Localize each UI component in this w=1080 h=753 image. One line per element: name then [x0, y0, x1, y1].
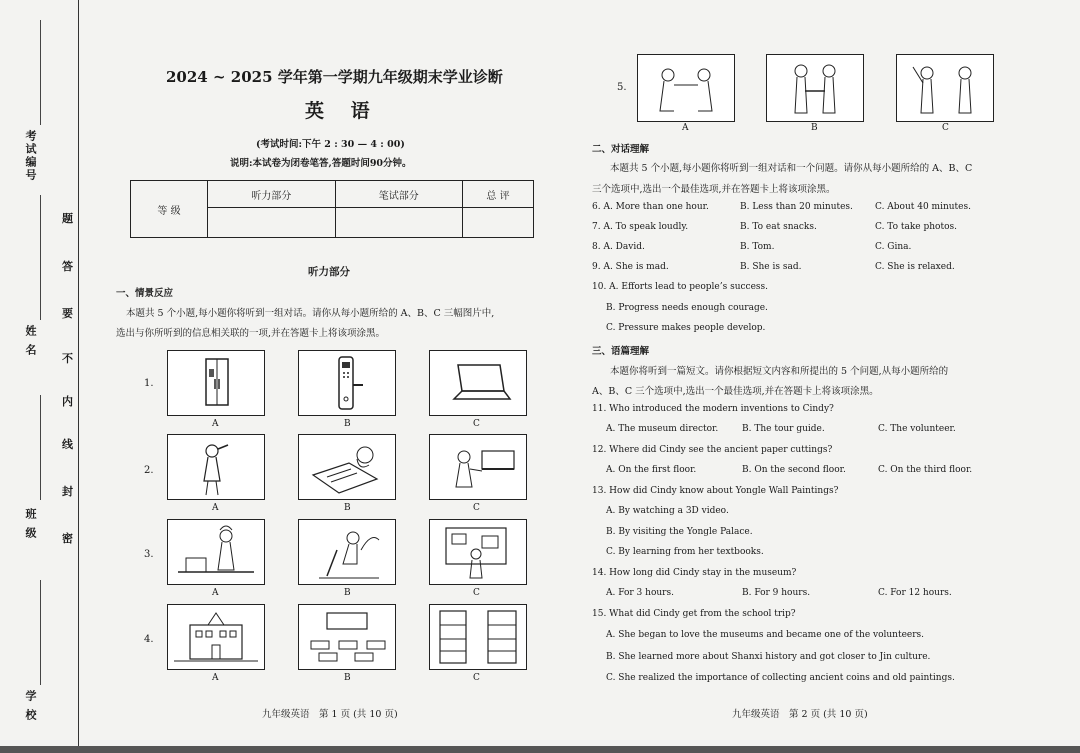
- part3-instruction-line2: A、B、C 三个选项中,选出一个最佳选项,并在答题卡上将该项涂黑。: [592, 386, 879, 397]
- q12-option-a: A. On the first floor.: [606, 465, 697, 475]
- option-label: A: [212, 588, 219, 598]
- q15-question: 15. What did Cindy get from the school trip?: [592, 609, 796, 619]
- q12-option-c: C. On the third floor.: [878, 465, 973, 475]
- q12-question: 12. Where did Cindy see the ancient paper cuttings?: [592, 445, 833, 455]
- q14-question: 14. How long did Cindy stay in the museum?: [592, 568, 797, 578]
- part1-title: 一、情景反应: [116, 288, 174, 299]
- option-label: A: [682, 123, 689, 133]
- exam-no-label: 考试编号: [24, 130, 37, 182]
- question-number: 1.: [144, 378, 154, 389]
- q9-option-b: B. She is sad.: [740, 262, 802, 272]
- q10-option-c: C. Pressure makes people develop.: [606, 323, 766, 333]
- question-number: 4.: [144, 634, 154, 645]
- q6-option-a: 6. A. More than one hour.: [592, 202, 709, 212]
- option-label: C: [473, 503, 480, 513]
- class-line: [40, 395, 41, 500]
- exam-title: 2024 ~ 2025 学年第一学期九年级期末学业诊断: [166, 68, 503, 86]
- grade-cell: 等 级: [131, 181, 208, 238]
- part1-instruction-line1: 本题共 5 个小题,每小题你将听到一组对话。请你从每小题所给的 A、B、C 三幅图片中,: [126, 308, 495, 319]
- q13-option-a: A. By watching a 3D video.: [606, 506, 729, 516]
- q11-option-a: A. The museum director.: [606, 424, 719, 434]
- exam-no-line: [40, 20, 41, 125]
- boy-sweeping-picture: [298, 519, 396, 585]
- q11-option-b: B. The tour guide.: [742, 424, 825, 434]
- q11-question: 11. Who introduced the modern inventions to Cindy?: [592, 404, 834, 414]
- girl-singing-picture: [167, 434, 265, 500]
- school-label: 学 校: [24, 690, 37, 722]
- girl-piano-picture: [429, 434, 527, 500]
- total-score: [463, 208, 534, 238]
- part3-title: 三、语篇理解: [592, 346, 650, 357]
- chef-cooking-picture: [167, 519, 265, 585]
- people-shaking-hands-picture: [766, 54, 864, 122]
- option-label: C: [473, 673, 480, 683]
- part2-instruction-line1: 本题共 5 个小题,每小题你将听到一组对话和一个问题。请你从每小题所给的 A、B、C: [610, 163, 973, 174]
- q11-option-c: C. The volunteer.: [878, 424, 956, 434]
- question-number: 3.: [144, 549, 154, 560]
- option-label: B: [344, 588, 351, 598]
- option-label: B: [344, 419, 351, 429]
- writing-header: 笔试部分: [335, 181, 463, 208]
- q8-option-c: C. Gina.: [875, 242, 912, 252]
- q13-option-c: C. By learning from her textbooks.: [606, 547, 764, 557]
- school-building-picture: [167, 604, 265, 670]
- name-label: 姓 名: [24, 325, 37, 357]
- people-waving-picture: [896, 54, 994, 122]
- q7-option-a: 7. A. To speak loudly.: [592, 222, 689, 232]
- q8-option-b: B. Tom.: [740, 242, 775, 252]
- option-label: A: [212, 503, 219, 513]
- q14-option-a: A. For 3 hours.: [606, 588, 674, 598]
- part2-instruction-line2: 三个选项中,选出一个最佳选项,并在答题卡上将该项涂黑。: [592, 184, 836, 195]
- q15-option-a: A. She began to love the museums and became one of the volunteers.: [606, 630, 925, 640]
- q10-option-b: B. Progress needs enough courage.: [606, 303, 768, 313]
- option-label: C: [942, 123, 949, 133]
- subject-title: 英 语: [305, 100, 380, 122]
- total-header: 总 评: [463, 181, 534, 208]
- boy-board-picture: [429, 519, 527, 585]
- page1-footer: 九年级英语 第 1 页 (共 10 页): [262, 709, 398, 720]
- seal-char: 要: [62, 307, 73, 320]
- writing-score: [335, 208, 463, 238]
- q10-option-a: 10. A. Efforts lead to people’s success.: [592, 282, 768, 292]
- q9-option-c: C. She is relaxed.: [875, 262, 955, 272]
- q8-option-a: 8. A. David.: [592, 242, 645, 252]
- q14-option-c: C. For 12 hours.: [878, 588, 952, 598]
- seal-char: 封: [62, 485, 73, 498]
- page2-footer: 九年级英语 第 2 页 (共 10 页): [732, 709, 868, 720]
- listening-section-title: 听力部分: [308, 266, 350, 278]
- option-label: A: [212, 673, 219, 683]
- binding-strip: [0, 0, 82, 746]
- question-number: 5.: [617, 82, 627, 93]
- q13-question: 13. How did Cindy know about Yongle Wall Paintings?: [592, 486, 839, 496]
- library-picture: [429, 604, 527, 670]
- listening-header: 听力部分: [208, 181, 336, 208]
- q13-option-b: B. By visiting the Yongle Palace.: [606, 527, 753, 537]
- part3-instruction-line1: 本题你将听到一篇短文。请你根据短文内容和所提出的 5 个问题,从每小题所给的: [610, 366, 949, 377]
- smart-lock-picture: [298, 350, 396, 416]
- laptop-picture: [429, 350, 527, 416]
- name-line: [40, 195, 41, 320]
- binding-line: [78, 0, 79, 746]
- q14-option-b: B. For 9 hours.: [742, 588, 811, 598]
- q12-option-b: B. On the second floor.: [742, 465, 846, 475]
- option-label: B: [811, 123, 818, 133]
- score-table: [130, 180, 534, 238]
- question-number: 2.: [144, 465, 154, 476]
- option-label: A: [212, 419, 219, 429]
- q6-option-c: C. About 40 minutes.: [875, 202, 971, 212]
- q7-option-c: C. To take photos.: [875, 222, 957, 232]
- bottom-edge: [0, 746, 1080, 753]
- girl-writing-picture: [298, 434, 396, 500]
- option-label: B: [344, 503, 351, 513]
- people-bowing-picture: [637, 54, 735, 122]
- part2-title: 二、对话理解: [592, 144, 650, 155]
- q9-option-a: 9. A. She is mad.: [592, 262, 669, 272]
- seal-char: 不: [62, 352, 73, 365]
- exam-time: (考试时间:下午 2 : 30 — 4 : 00): [256, 139, 405, 150]
- option-label: C: [473, 419, 480, 429]
- listening-score: [208, 208, 336, 238]
- option-label: B: [344, 673, 351, 683]
- seal-char: 线: [62, 438, 73, 451]
- seal-char: 密: [62, 532, 73, 545]
- q15-option-b: B. She learned more about Shanxi history and got closer to Jin culture.: [606, 652, 931, 662]
- fridge-picture: [167, 350, 265, 416]
- classroom-picture: [298, 604, 396, 670]
- q6-option-b: B. Less than 20 minutes.: [740, 202, 853, 212]
- seal-char: 题: [62, 212, 73, 225]
- class-label: 班 级: [24, 508, 37, 540]
- seal-char: 答: [62, 260, 73, 273]
- q7-option-b: B. To eat snacks.: [740, 222, 817, 232]
- seal-char: 内: [62, 395, 73, 408]
- school-line: [40, 580, 41, 685]
- q15-option-c: C. She realized the importance of collecting ancient coins and old paintings.: [606, 673, 955, 683]
- option-label: C: [473, 588, 480, 598]
- part1-instruction-line2: 选出与你所听到的信息相关联的一项,并在答题卡上将该项涂黑。: [116, 328, 386, 339]
- exam-note: 说明:本试卷为闭卷笔答,答题时间90分钟。: [230, 158, 412, 169]
